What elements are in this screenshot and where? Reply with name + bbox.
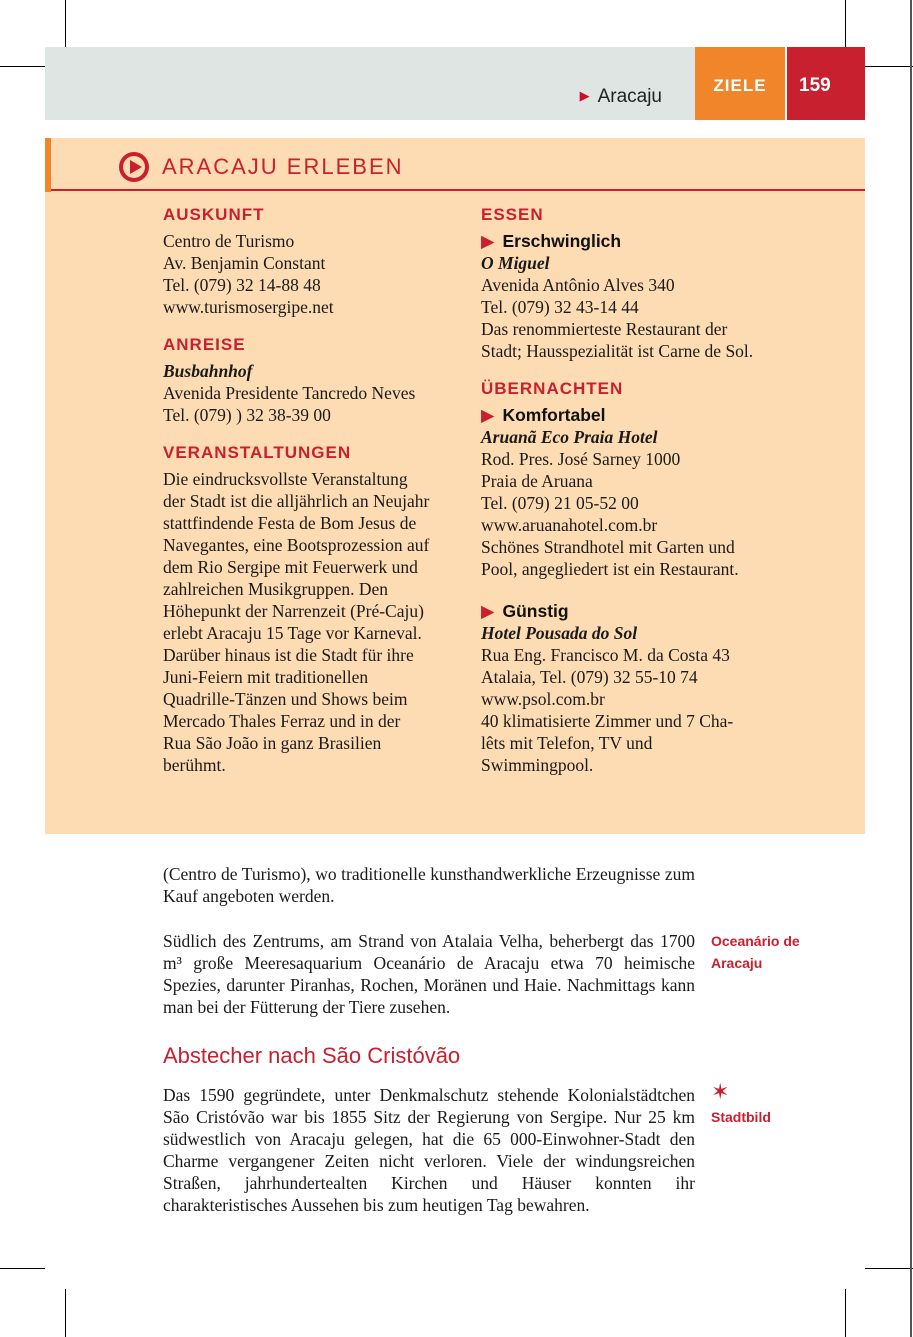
triangle-right-icon: ▶: [481, 405, 495, 425]
crop-mark: [0, 66, 45, 67]
anreise-name: Busbahnhof: [163, 361, 253, 381]
veranstaltungen-line: Navegantes, eine Bootsprozession auf: [163, 535, 430, 555]
page-number: 159: [787, 47, 865, 120]
veranstaltungen-line: erlebt Aracaju 15 Tage vor Karneval.: [163, 623, 422, 643]
crop-mark: [65, 0, 66, 47]
header-location-label: Aracaju: [597, 86, 662, 107]
body-paragraph: Das 1590 gegründete, unter Denkmalschutz stehende Kolonialstädtchen São Cristóvão war bis 1855 Sitz der Regierung von Sergipe. Nur 25 km südwestlich von Aracaju gelegen, hat die 65 000-Einwohner-Stadt den Charme vergangener Zeiten nicht verloren. Viele der windungsreichen Straßen, jahrhundertealten Kirchen und Häuser konnten ihr charakteristisches Aussehen bis zum heutigen Tag bewahren.: [163, 1085, 695, 1215]
info-box-title: [118, 151, 404, 183]
essen-name: O Miguel: [481, 253, 550, 273]
veranstaltungen-line: Höhepunkt der Narrenzeit (Pré-Caju): [163, 601, 424, 621]
veranstaltungen-line: berühmt.: [163, 755, 226, 775]
hotel-line: Atalaia, Tel. (079) 32 55-10 74: [481, 667, 698, 687]
header-band: [45, 47, 695, 120]
veranstaltungen-line: der Stadt ist die alljährlich an Neujahr: [163, 491, 430, 511]
margin-note-oceanario: [711, 930, 800, 974]
crop-mark: [65, 1289, 66, 1337]
veranstaltungen-line: Quadrille-Tänzen und Shows beim: [163, 689, 408, 709]
veranstaltungen-heading: VERANSTALTUNGEN: [163, 443, 352, 462]
header-section-tab: ZIELE: [695, 47, 785, 120]
hotel-line: lêts mit Telefon, TV und: [481, 733, 653, 753]
crop-mark: [865, 66, 913, 67]
uebernachten-subheading-2: [481, 600, 781, 622]
auskunft-line: www.turismosergipe.net: [163, 297, 334, 317]
auskunft-line: Tel. (079) 32 14-88 48: [163, 275, 321, 295]
crop-mark: [0, 1268, 45, 1269]
hotel-line: www.aruanahotel.com.br: [481, 515, 658, 535]
veranstaltungen-line: Juni-Feiern mit traditionellen: [163, 667, 369, 687]
star-icon: ✶: [711, 1080, 730, 1105]
margin-note-line: Oceanário de: [711, 933, 800, 949]
body-paragraph: (Centro de Turismo), wo traditionelle kunsthandwerkliche Erzeugnisse zum Kauf angeboten werden.: [163, 864, 695, 906]
triangle-right-icon: ▶: [579, 88, 590, 103]
auskunft-heading: AUSKUNFT: [163, 205, 265, 224]
info-box-rule: [51, 189, 865, 191]
crop-mark: [845, 0, 846, 47]
page-border: [910, 0, 912, 1337]
hotel-line: Rua Eng. Francisco M. da Costa 43: [481, 645, 730, 665]
uebernachten-subheading-1-label: Komfortabel: [502, 405, 606, 425]
uebernachten-subheading-2-label: Günstig: [502, 601, 569, 621]
hotel-line: www.psol.com.br: [481, 689, 605, 709]
header-location: [580, 86, 662, 108]
veranstaltungen-line: dem Rio Sergipe mit Feuerwerk und: [163, 557, 418, 577]
essen-line: Tel. (079) 32 43-14 44: [481, 297, 639, 317]
hotel-name: Aruanã Eco Praia Hotel: [481, 427, 658, 447]
crop-mark: [865, 1268, 913, 1269]
info-box-title-text: ARACAJU ERLEBEN: [162, 154, 404, 179]
triangle-right-icon: ▶: [481, 231, 495, 251]
essen-subheading: [481, 230, 781, 252]
essen-line: Avenida Antônio Alves 340: [481, 275, 675, 295]
essen-heading: ESSEN: [481, 205, 544, 224]
margin-note-line: Aracaju: [711, 955, 763, 971]
hotel-line: Praia de Aruana: [481, 471, 593, 491]
hotel-line: Tel. (079) 21 05-52 00: [481, 493, 639, 513]
info-column-left: [163, 204, 463, 776]
veranstaltungen-line: Darüber hinaus ist die Stadt für ihre: [163, 645, 414, 665]
anreise-line: Tel. (079) ) 32 38-39 00: [163, 405, 331, 425]
hotel-line: Swimmingpool.: [481, 755, 594, 775]
essen-line: Stadt; Hausspezialität ist Carne de Sol.: [481, 341, 754, 361]
triangle-right-icon: ▶: [481, 601, 495, 621]
auskunft-line: Av. Benjamin Constant: [163, 253, 326, 273]
essen-line: Das renommierteste Restaurant der: [481, 319, 728, 339]
essen-subheading-label: Erschwinglich: [502, 231, 622, 251]
crop-mark: [845, 1289, 846, 1337]
veranstaltungen-line: Mercado Thales Ferraz und in der: [163, 711, 401, 731]
veranstaltungen-line: stattfindende Festa de Bom Jesus de: [163, 513, 417, 533]
uebernachten-heading: ÜBERNACHTEN: [481, 379, 624, 398]
hotel-line: 40 klimatisierte Zimmer und 7 Cha-: [481, 711, 734, 731]
margin-note-stadtbild: Stadtbild: [711, 1109, 771, 1125]
anreise-heading: ANREISE: [163, 335, 246, 354]
body-paragraph: Südlich des Zentrums, am Strand von Atalaia Velha, beherbergt das 1700 m³ große Meeresaquarium Oceanário de Aracaju etwa 70 heimische Spezies, darunter Piranhas, Rochen, Moränen und Haie. Nachmittags kann man bei der Fütterung der Tiere zusehen.: [163, 931, 695, 1017]
uebernachten-subheading-1: [481, 404, 781, 426]
section-heading: Abstecher nach São Cristóvão: [163, 1043, 461, 1068]
hotel-line: Schönes Strandhotel mit Garten und: [481, 537, 735, 557]
info-column-right: [481, 204, 781, 776]
veranstaltungen-line: zahlreichen Musikgruppen. Den: [163, 579, 388, 599]
veranstaltungen-line: Die eindrucksvollste Veranstaltung: [163, 469, 408, 489]
anreise-line: Avenida Presidente Tancredo Neves: [163, 383, 416, 403]
hotel-name: Hotel Pousada do Sol: [481, 623, 638, 643]
hotel-line: Pool, angegliedert ist ein Restaurant.: [481, 559, 739, 579]
hotel-line: Rod. Pres. José Sarney 1000: [481, 449, 681, 469]
play-circle-icon: [118, 151, 150, 183]
veranstaltungen-line: Rua São João in ganz Brasilien: [163, 733, 382, 753]
auskunft-line: Centro de Turismo: [163, 231, 295, 251]
info-box-stripe: [45, 138, 51, 192]
